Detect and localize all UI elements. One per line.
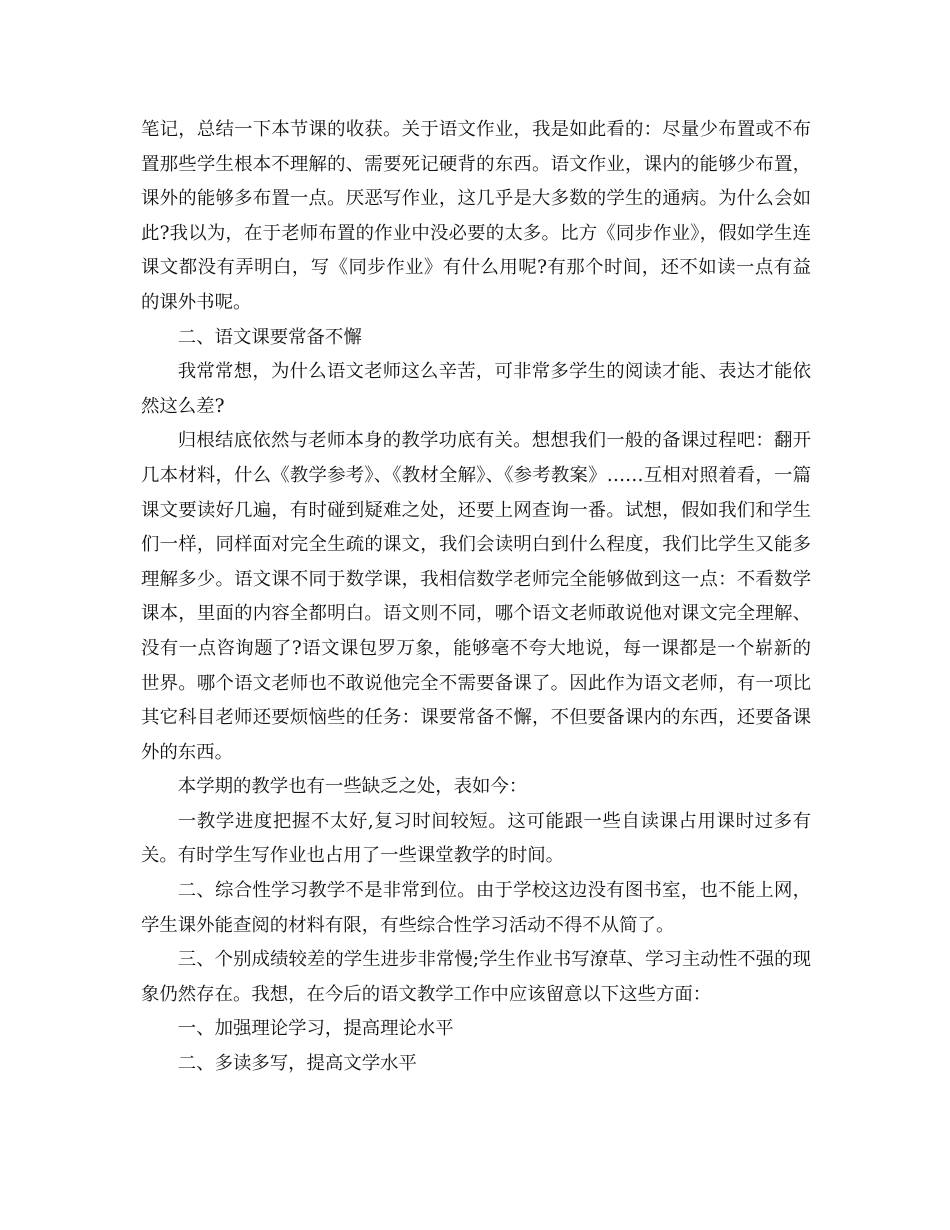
list-item-theory-study: 一、加强理论学习，提高理论水平: [177, 1018, 454, 1040]
section-heading-prepare-lessons: 二、语文课要常备不懈: [177, 326, 362, 348]
paragraph-shortcomings-intro: 本学期的教学也有一些缺乏之处，表如今：: [177, 776, 528, 798]
paragraph-shortcoming-3: 三、个别成绩较差的学生进步非常慢;学生作业书写潦草、学习主动性不强的现象仍然存在。我想，在今后的语文教学工作中应该留意以下这些方面：: [141, 949, 811, 1005]
paragraph-shortcoming-2: 二、综合性学习教学不是非常到位。由于学校这边没有图书室，也不能上网，学生课外能查阅的材料有限，有些综合性学习活动不得不从简了。: [141, 880, 811, 936]
paragraph-lesson-preparation: 归根结底依然与老师本身的教学功底有关。想想我们一般的备课过程吧：翻开几本材料，什么《教学参考》、《教材全解》、《参考教案》……互相对照着看，一篇课文要读好几遍，有时碰到疑难之处，还要上网查询一番。试想，假如我们和学生们一样，同样面对完全生疏的课文，我们会读明白到什么程度，我们比学生又能多理解多少。语文课不同于数学课，我相信数学老师完全能够做到这一点：不看数学课本，里面的内容全都明白。语文则不同，哪个语文老师敢说他对课文完全理解、没有一点咨询题了?语文课包罗万象，能够毫不夸大地说，每一课都是一个崭新的世界。哪个语文老师也不敢说他完全不需要备课了。因此作为语文老师，有一项比其它科目老师还要烦恼些的任务：课要常备不懈，不但要备课内的东西，还要备课外的东西。: [141, 430, 811, 763]
paragraph-homework-notes: 笔记，总结一下本节课的收获。关于语文作业，我是如此看的：尽量少布置或不布置那些学生根本不理解的、需要死记硬背的东西。语文作业，课内的能够少布置，课外的能够多布置一点。厌恶写作业，这几乎是大多数的学生的通病。为什么会如此?我以为，在于老师布置的作业中没必要的太多。比方《同步作业》，假如学生连课文都没有弄明白，写《同步作业》有什么用呢?有那个时间，还不如读一点有益的课外书呢。: [141, 119, 811, 313]
document-body: [141, 113, 811, 1082]
paragraph-question: 我常常想，为什么语文老师这么辛苦，可非常多学生的阅读才能、表达才能依然这么差?: [141, 361, 811, 417]
paragraph-shortcoming-1: 一教学进度把握不太好,复习时间较短。这可能跟一些自读课占用课时过多有关。有时学生写作业也占用了一些课堂教学的时间。: [141, 810, 811, 867]
list-item-read-write: 二、多读多写，提高文学水平: [177, 1053, 417, 1075]
